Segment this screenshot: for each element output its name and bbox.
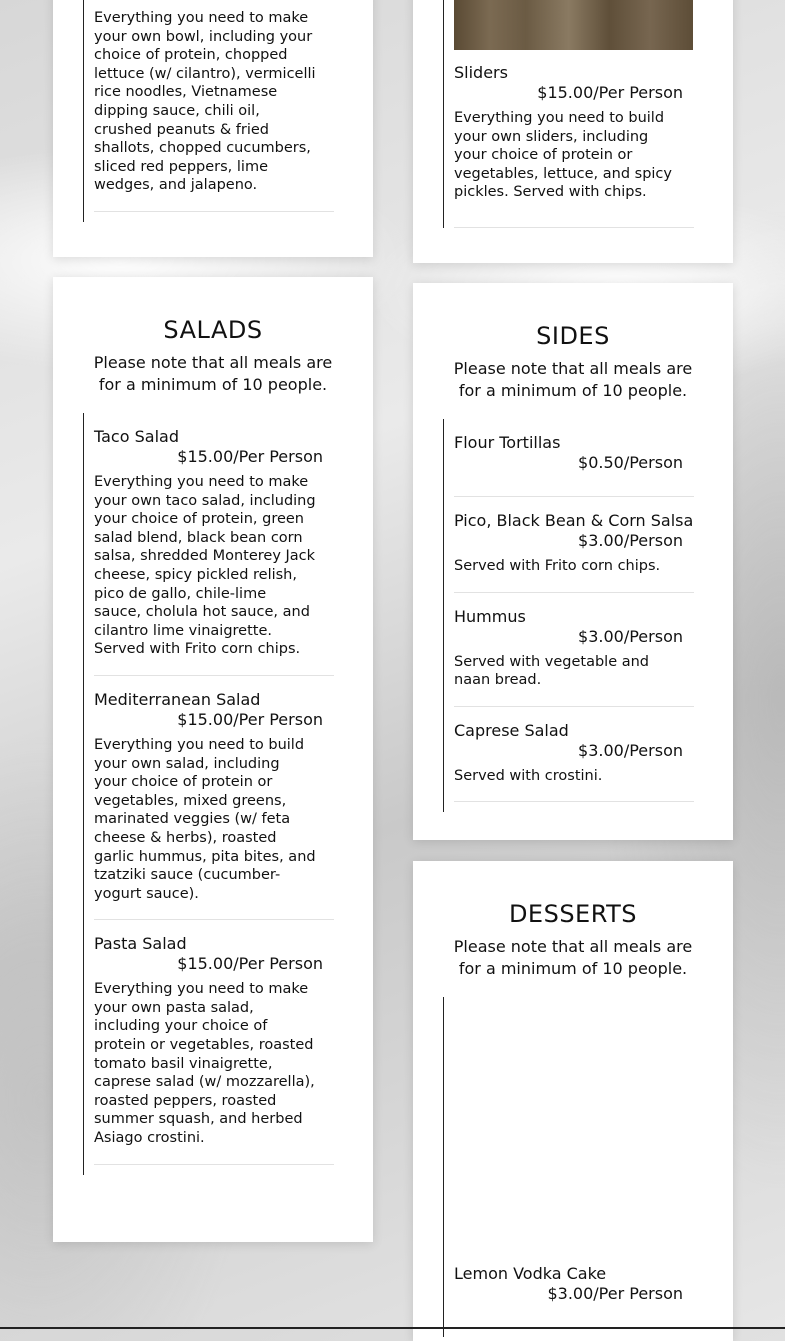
menu-item: [454, 707, 694, 803]
item-description: Served with crostini.: [454, 767, 603, 784]
desserts-items: [443, 997, 694, 1337]
section-note: Please note that all meals are for a minimum of 10 people.: [453, 937, 693, 978]
item-name: Sliders: [454, 63, 508, 82]
menu-item: [454, 593, 694, 707]
item-name: Lemon Vodka Cake: [454, 1264, 607, 1283]
item-name: Flour Tortillas: [454, 433, 561, 452]
item-description: Served with Frito corn chips.: [454, 558, 661, 574]
item-price: $15.00/Per Person: [177, 954, 323, 974]
menu-item: [94, 676, 334, 920]
item-description: Everything you need to build your own sliders, including your choice of protein or vegetables, lettuce, and spicy pickles. Served with chips.: [454, 110, 672, 201]
section-note: Please note that all meals are for a minimum of 10 people.: [93, 353, 333, 394]
item-price: $3.00/Person: [578, 531, 683, 550]
item-description: Everything you need to make your own bowl, including your choice of protein, chopped lettuce (w/ cilantro), vermicelli rice noodles, Vietnamese dipping sauce, chili oil, crushed peanuts & fried shallots, chopped cucumbers, sliced red peppers, lime wedges, and jalapeno.: [94, 10, 316, 194]
salads-card: [53, 277, 373, 1242]
item-name: Taco Salad: [94, 427, 179, 446]
item-name: Mediterranean Salad: [94, 689, 261, 709]
item-name: Hummus: [454, 606, 526, 626]
item-price: $3.00/Per Person: [547, 1284, 683, 1303]
section-note: Please note that all meals are for a minimum of 10 people.: [453, 359, 693, 400]
item-description: Everything you need to build your own salad, including your choice of protein or vegetables, mixed greens, marinated veggies (w/ feta cheese & herbs), roasted garlic hummus, pita bites, and tzatziki sauce (cucumber-yogurt sauce).: [94, 736, 316, 902]
sides-items: [443, 419, 694, 812]
sides-card: [413, 283, 733, 840]
menu-item: [454, 997, 694, 1304]
menu-item: [94, 0, 334, 212]
item-description: Everything you need to make your own taco salad, including your choice of protein, green salad blend, black bean corn salsa, shredded Monterey Jack cheese, spicy pickled relish, pico de gallo, chile-lime sauce, cholula hot sauce, and cilantro lime vinaigrette. Served with Frito corn chips.: [94, 474, 316, 658]
menu-item: [454, 419, 694, 497]
section-title: DESSERTS: [508, 900, 638, 928]
item-price: $15.00/Per Person: [537, 83, 683, 102]
item-price: $0.50/Person: [578, 453, 683, 472]
item-price: $15.00/Per Person: [177, 709, 323, 729]
menu-item: [454, 0, 694, 228]
section-title: SALADS: [163, 316, 263, 344]
bowl-card: [53, 0, 373, 257]
salads-items: [83, 413, 334, 1175]
item-description: Served with vegetable and naan bread.: [454, 653, 650, 689]
item-name: Pasta Salad: [94, 934, 187, 954]
item-description: Everything you need to make your own pasta salad, including your choice of protein or vegetables, roasted tomato basil vinaigrette, caprese salad (w/ mozzarella), roasted peppers, roasted summer squash, and herbed Asiago crostini.: [94, 981, 315, 1147]
item-price: $3.00/Person: [578, 626, 683, 646]
item-name: Caprese Salad: [454, 720, 569, 740]
item-price: $3.00/Person: [578, 740, 683, 760]
menu-item: [94, 413, 334, 676]
item-price: $15.00/Per Person: [177, 447, 323, 466]
menu-item: [454, 497, 694, 593]
menu-item: [94, 920, 334, 1164]
section-title: SIDES: [536, 322, 610, 350]
sliders-items: [443, 0, 694, 228]
sliders-photo: [454, 0, 693, 50]
bowl-items: [83, 0, 334, 222]
sliders-card: [413, 0, 733, 263]
desserts-card: [413, 861, 733, 1341]
item-name: Pico, Black Bean & Corn Salsa: [454, 511, 694, 530]
